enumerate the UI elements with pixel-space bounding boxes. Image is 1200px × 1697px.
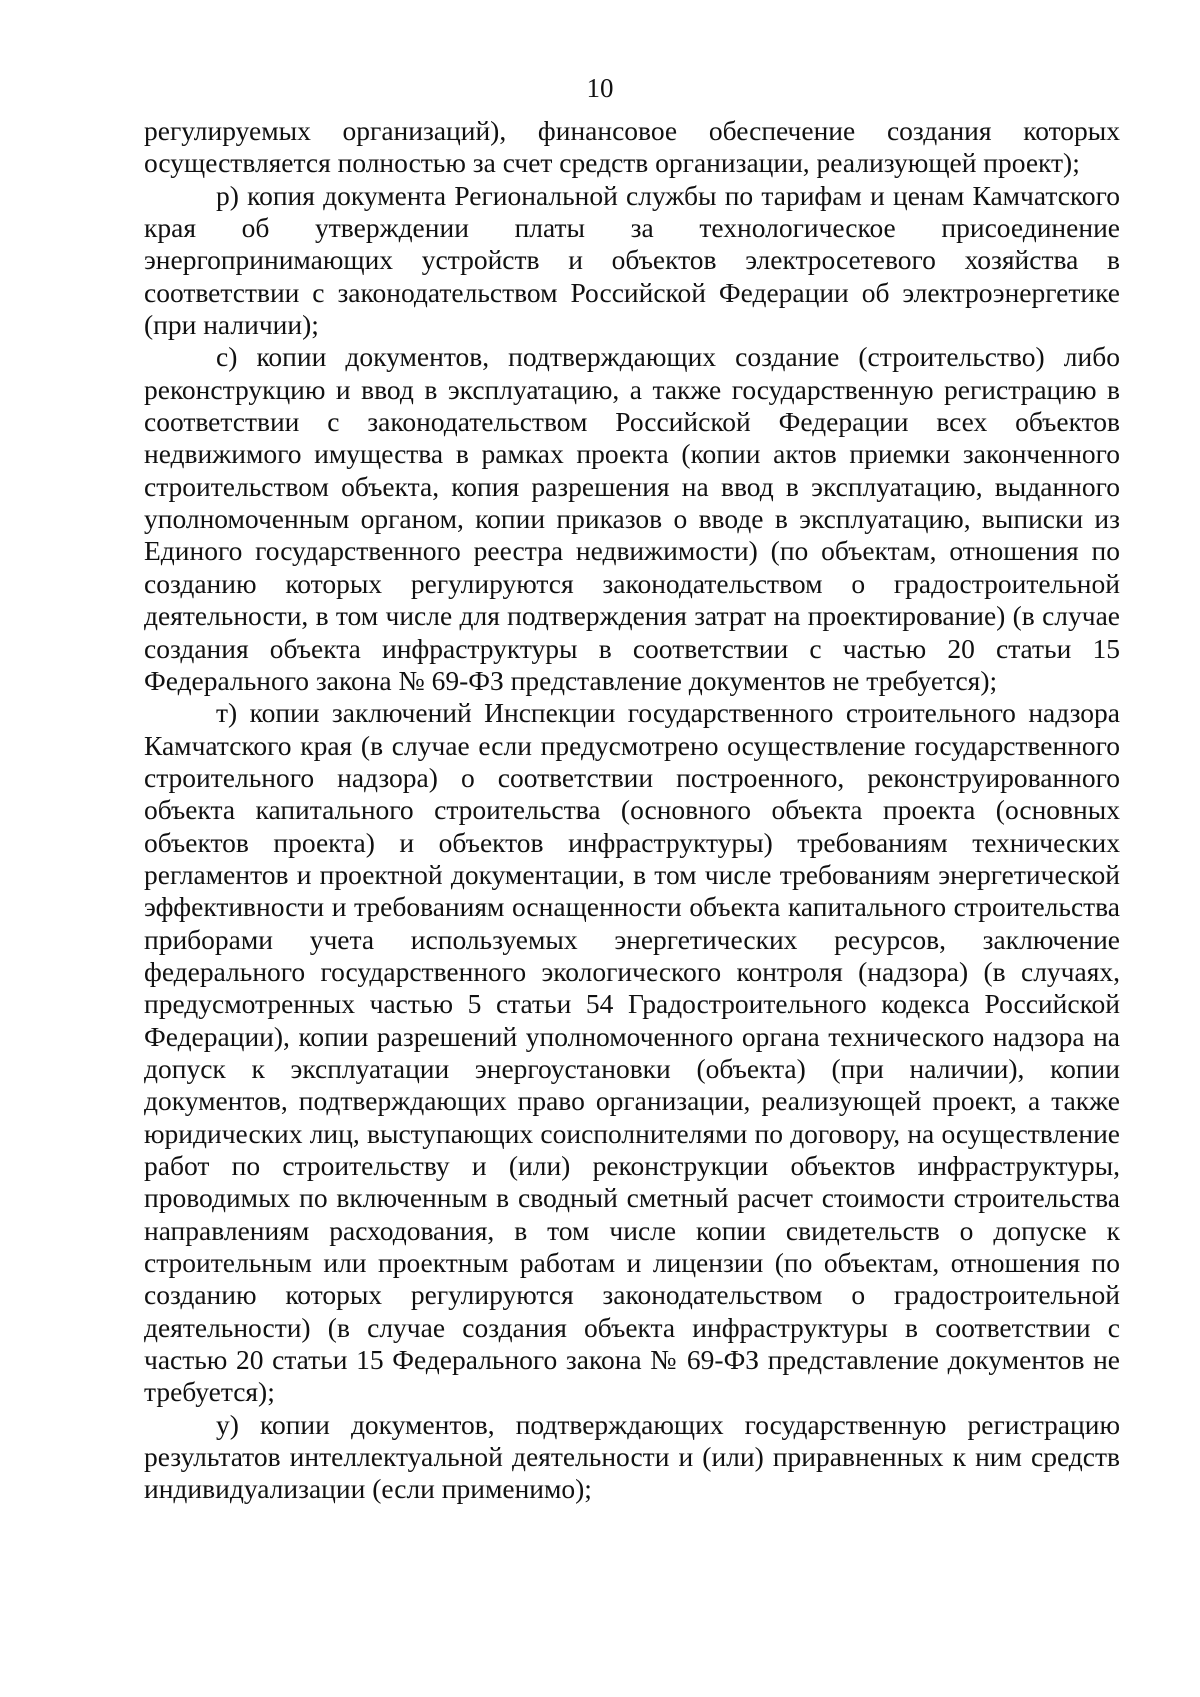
paragraph-item-r: р) копия документа Региональной службы по тарифам и ценам Камчатского края об утверждении платы за технологическое присоединение энергопринимающих устройств и объектов электросетевого хозяйства в соответствии с законодательством Российской Федерации об электроэнергетике (при наличии); — [144, 179, 1120, 341]
paragraph-item-t: т) копии заключений Инспекции государственного строительного надзора Камчатского края (в случае если предусмотрено осуществление государственного строительного надзора) о соответствии построенного, реконструированного объекта капитального строительства (основного объекта проекта (основных объектов проекта) и объектов инфраструктуры) требованиям технических регламентов и проектной документации, в том числе требованиям энергетической эффективности и требованиям оснащенности объекта капитального строительства приборами учета используемых энергетических ресурсов, заключение федерального государственного экологического контроля (надзора) (в случаях, предусмотренных частью 5 статьи 54 Градостроительного кодекса Российской Федерации), копии разрешений уполномоченного органа технического надзора на допуск к эксплуатации энергоустановки (объекта) (при наличии), копии документов, подтверждающих право организации, реализующей проект, а также юридических лиц, выступающих соисполнителями по договору, на осуществление работ по строительству и (или) реконструкции объектов инфраструктуры, проводимых по включенным в сводный сметный расчет стоимости строительства направлениям расходования, в том числе копии свидетельств о допуске к строительным или проектным работам и лицензии (по объектам, отношения по созданию которых регулируются законодательством о градостроительной деятельности) (в случае создания объекта инфраструктуры в соответствии с частью 20 статьи 15 Федерального закона № 69-ФЗ представление документов не требуется); — [144, 697, 1120, 1408]
page-number: 10 — [586, 73, 614, 103]
paragraph-item-s: с) копии документов, подтверждающих создание (строительство) либо реконструкцию и ввод в эксплуатацию, а также государственную регистрацию в соответствии с законодательством Российской Федерации всех объектов недвижимого имущества в рамках проекта (копии актов приемки законченного строительством объекта, копия разрешения на ввод в эксплуатацию, выданного уполномоченным органом, копии приказов о вводе в эксплуатацию, выписки из Единого государственного реестра недвижимости) (по объектам, отношения по созданию которых регулируются законодательством о градостроительной деятельности, в том числе для подтверждения затрат на проектирование) (в случае создания объекта инфраструктуры в соответствии с частью 20 статьи 15 Федерального закона № 69-ФЗ представление документов не требуется); — [144, 341, 1120, 696]
paragraph-item-u: у) копии документов, подтверждающих государственную регистрацию результатов интеллектуальной деятельности и (или) приравненных к ним средств индивидуализации (если применимо); — [144, 1408, 1120, 1505]
paragraph-continuation: регулируемых организаций), финансовое обеспечение создания которых осуществляется полностью за счет средств организации, реализующей проект); — [144, 115, 1120, 179]
document-body — [144, 115, 1120, 1506]
